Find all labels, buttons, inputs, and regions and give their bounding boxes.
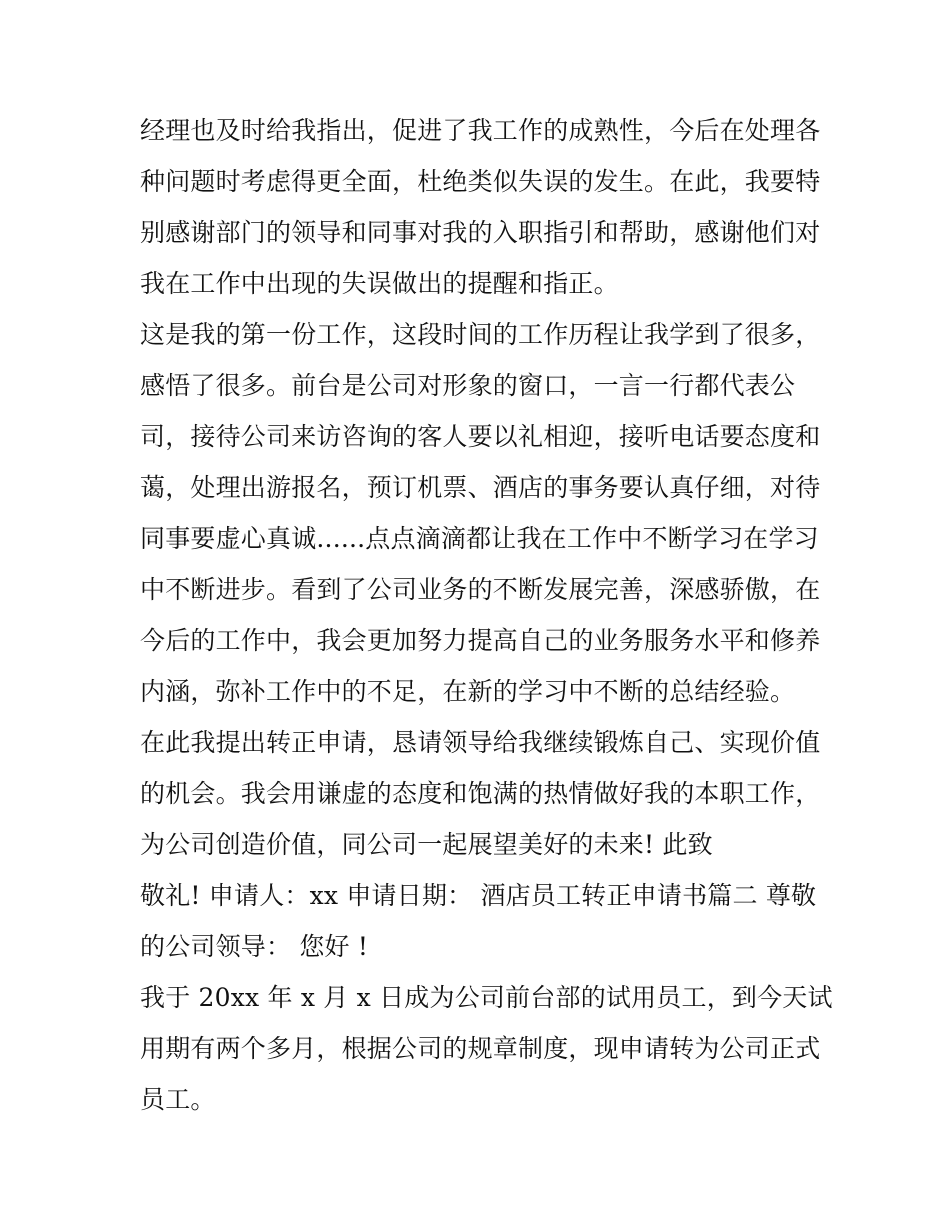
text-line: 这是我的第一份工作，这段时间的工作历程让我学到了很多， [140,320,821,349]
text-line: 的公司领导： 您好 ! [140,932,369,961]
text-line: 内涵，弥补工作中的不足，在新的学习中不断的总结经验。 [140,677,796,706]
text-line: 今后的工作中，我会更加努力提高自己的业务服务水平和修养 [140,626,821,655]
text-line: 为公司创造价值，同公司一起展望美好的未来! 此致 [140,830,713,859]
text-line: 用期有两个多月，根据公司的规章制度，现申请转为公司正式 [140,1034,821,1063]
text-line: 种问题时考虑得更全面，杜绝类似失误的发生。在此，我要特 [140,167,821,196]
document-body [140,105,833,1125]
text-line: 我在工作中出现的失误做出的提醒和指正。 [140,269,619,298]
text-line: 在此我提出转正申请，恳请领导给我继续锻炼自己、实现价值 [140,728,821,757]
text-line: 感悟了很多。前台是公司对形象的窗口，一言一行都代表公 [140,371,796,400]
text-line: 我于 20xx 年 x 月 x 日成为公司前台部的试用员工，到今天试 [140,983,833,1012]
text-line: 司，接待公司来访咨询的客人要以礼相迎，接听电话要态度和 [140,422,821,451]
text-line: 经理也及时给我指出，促进了我工作的成熟性，今后在处理各 [140,116,821,145]
text-line: 同事要虚心真诚......点点滴滴都让我在工作中不断学习在学习 [140,524,819,553]
text-line: 蔼，处理出游报名，预订机票、酒店的事务要认真仔细，对待 [140,473,821,502]
text-line: 敬礼! 申请人：xx 申请日期： 酒店员工转正申请书篇二 尊敬 [140,881,817,910]
text-line: 的机会。我会用谦虚的态度和饱满的热情做好我的本职工作， [140,779,821,808]
text-line: 别感谢部门的领导和同事对我的入职指引和帮助，感谢他们对 [140,218,821,247]
text-line: 中不断进步。看到了公司业务的不断发展完善，深感骄傲，在 [140,575,821,604]
text-line: 员工。 [140,1085,216,1114]
